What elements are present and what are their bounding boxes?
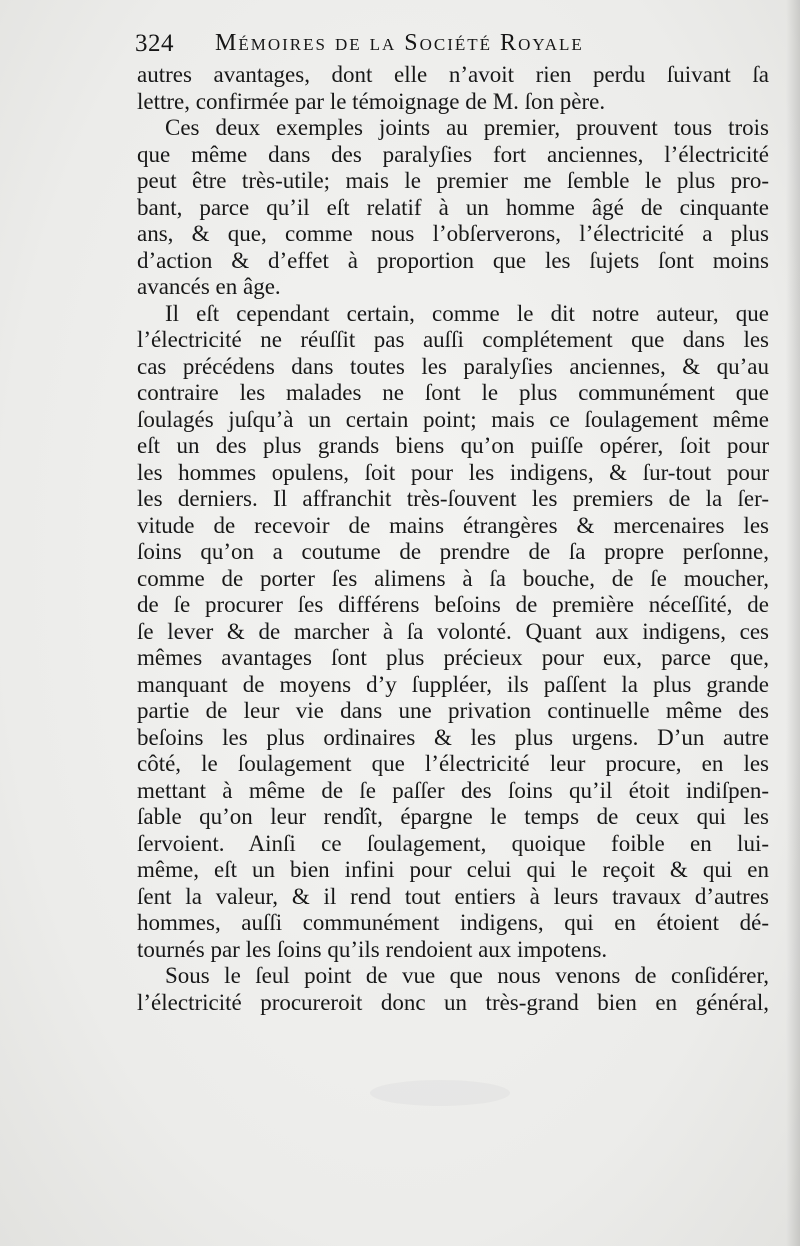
text-line: peut être très-utile; mais le premier me ſemble le plus pro-	[137, 168, 769, 193]
text-line: les derniers. Il affranchit très-ſouvent les premiers de la ſer-	[137, 486, 769, 511]
text-line: avancés en âge.	[137, 274, 281, 299]
text-line: les hommes opulens, ſoit pour les indigens, & ſur-tout pour	[137, 459, 769, 485]
text-line: comme de porter ſes alimens à ſa bouche, de ſe moucher,	[137, 565, 769, 591]
text-line: l’électricité ne réuſſit pas auſſi complétement que dans les	[137, 327, 769, 352]
text-line: contraire les malades ne ſont le plus communément que	[137, 380, 769, 405]
text-line: cas précédens dans toutes les paralyſies anciennes, & qu’au	[137, 353, 769, 379]
page-edge-shadow	[786, 0, 800, 1246]
text-line: manquant de moyens d’y ſuppléer, ils paſſent la plus grande	[137, 671, 769, 697]
text-line: mettant à même de ſe paſſer des ſoins qu’il étoit indiſpen-	[137, 777, 769, 803]
page-number: 324	[135, 30, 174, 57]
paragraph-start-line: Il eſt cependant certain, comme le dit notre auteur, que	[165, 300, 769, 326]
text-line: hommes, auſſi communément indigens, qui en étoient dé-	[137, 910, 769, 935]
text-line: ſent la valeur, & il rend tout entiers à leurs travaux d’autres	[137, 883, 769, 909]
text-line: ſable qu’on leur rendît, épargne le temps de ceux qui les	[137, 804, 769, 829]
text-line: ſoins qu’on a coutume de prendre de ſa propre perſonne,	[137, 539, 769, 564]
text-line: ſervoient. Ainſi ce ſoulagement, quoique foible en lui-	[137, 830, 769, 856]
text-line: ſoulagés juſqu’à un certain point; mais ce ſoulagement même	[137, 406, 769, 432]
text-line: lettre, confirmée par le témoignage de M. ſon père.	[137, 88, 606, 114]
paragraph-start-line: Sous le ſeul point de vue que nous venons de conſidérer,	[165, 963, 769, 988]
ink-bleed-smudge	[370, 1080, 510, 1106]
text-line: partie de leur vie dans une privation continuelle même des	[137, 698, 769, 723]
body-text	[137, 62, 769, 1016]
text-line: côté, le ſoulagement que l’électricité leur procure, en les	[137, 751, 769, 776]
text-line: beſoins les plus ordinaires & les plus urgens. D’un autre	[137, 724, 769, 750]
text-line: ſe lever & de marcher à ſa volonté. Quant aux indigens, ces	[137, 618, 769, 644]
text-line: eſt un des plus grands biens qu’on puiſſe opérer, ſoit pour	[137, 433, 769, 458]
text-line: que même dans des paralyſies fort anciennes, l’électricité	[137, 141, 769, 167]
text-line: autres avantages, dont elle n’avoit rien perdu ſuivant ſa	[137, 62, 769, 87]
text-line: de ſe procurer ſes différens beſoins de première néceſſité, de	[137, 592, 769, 617]
text-line: l’électricité procureroit donc un très-grand bien en général,	[137, 989, 769, 1015]
paragraph-start-line: Ces deux exemples joints au premier, prouvent tous trois	[165, 115, 769, 140]
text-line: vitude de recevoir de mains étrangères & mercenaires les	[137, 512, 769, 538]
text-line: d’action & d’effet à proportion que les ſujets ſont moins	[137, 247, 769, 273]
running-title: Mémoires de la Société Royale	[215, 30, 584, 56]
text-line: tournés par les ſoins qu’ils rendoient aux impotens.	[137, 936, 608, 962]
text-line: même, eſt un bien infini pour celui qui le reçoit & qui en	[137, 857, 769, 882]
text-line: mêmes avantages ſont plus précieux pour eux, parce que,	[137, 645, 769, 670]
text-line: ans, & que, comme nous l’obſerverons, l’électricité a plus	[137, 221, 769, 246]
text-line: bant, parce qu’il eſt relatif à un homme âgé de cinquante	[137, 194, 769, 220]
